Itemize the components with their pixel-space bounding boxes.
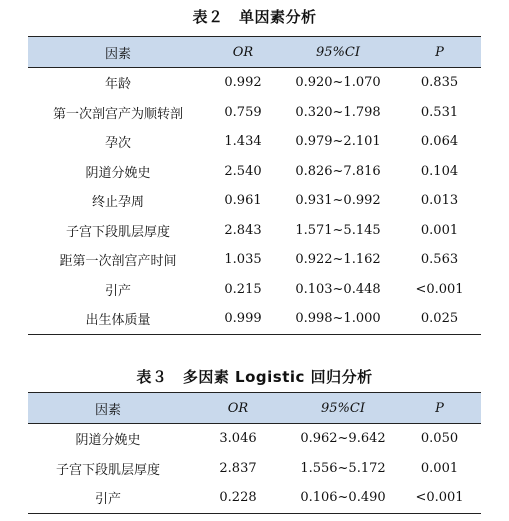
table2-header-1: OR (208, 37, 278, 68)
table2 (28, 36, 481, 335)
table-cell: 距第一次剖宫产时间 (59, 254, 177, 270)
table-row (28, 98, 481, 128)
table2-title: 表２ 单因素分析 (192, 8, 317, 26)
table-row (28, 424, 481, 454)
table-row (28, 127, 481, 157)
table-row (28, 245, 481, 275)
table-cell: 0.103~0.448 (295, 281, 381, 297)
table-cell: <0.001 (415, 281, 464, 297)
table-cell: 0.228 (188, 483, 288, 513)
table3-header-3: P (398, 393, 481, 424)
table-cell: 0.759 (224, 104, 262, 120)
table2-header-0: 因素 (28, 37, 208, 68)
table-row (28, 275, 481, 305)
table-cell: 0.215 (224, 281, 262, 297)
table2-body (28, 68, 481, 335)
table-cell: 0.998~1.000 (278, 304, 398, 334)
table-row (28, 68, 481, 98)
table-cell: 0.001 (420, 460, 459, 476)
table-cell: 0.025 (398, 304, 481, 334)
table-cell: 3.046 (219, 431, 257, 447)
table-cell: 出生体质量 (28, 304, 208, 334)
table-row (28, 454, 481, 484)
table-cell: 0.050 (420, 431, 459, 447)
table-cell: 1.035 (224, 252, 262, 268)
table-row (28, 483, 481, 513)
table-cell: 1.556~5.172 (300, 460, 386, 476)
table-cell: 阴道分娩史 (85, 165, 151, 181)
table-cell: 0.104 (420, 163, 459, 179)
table-cell: 年龄 (104, 77, 131, 93)
table-cell: 0.992 (224, 75, 262, 91)
table-cell: 0.563 (420, 252, 459, 268)
table-cell: 0.999 (208, 304, 278, 334)
table-cell: 0.922~1.162 (295, 252, 381, 268)
table-row (28, 304, 481, 334)
table3-header-0: 因素 (28, 393, 188, 424)
table-cell: 子宫下段肌层厚度 (65, 224, 170, 240)
table-cell: 0.013 (420, 193, 459, 209)
table-cell: 0.962~9.642 (300, 431, 386, 447)
table-cell: 2.843 (224, 222, 262, 238)
table-cell: 引产 (28, 483, 188, 513)
table-cell: 引产 (104, 283, 131, 299)
table-row (28, 186, 481, 216)
table-cell: 0.064 (420, 134, 459, 150)
table-cell: 0.961 (224, 193, 262, 209)
table-cell: 0.931~0.992 (295, 193, 381, 209)
table2-header-2: 95%CI (278, 37, 398, 68)
table-row (28, 216, 481, 246)
table3-title: 表３ 多因素 Logistic 回归分析 (136, 368, 373, 386)
table-cell: 0.979~2.101 (295, 134, 381, 150)
table-cell: 0.001 (420, 222, 459, 238)
table3-header-row (28, 393, 481, 424)
table3 (28, 392, 481, 514)
table3-header-2: 95%CI (288, 393, 398, 424)
table-cell: <0.001 (398, 483, 481, 513)
table-cell: 1.571~5.145 (295, 222, 381, 238)
table-cell: 0.826~7.816 (295, 163, 381, 179)
table-cell: 2.540 (224, 163, 262, 179)
table-row (28, 157, 481, 187)
table2-header-3: P (398, 37, 481, 68)
table-cell: 阴道分娩史 (75, 433, 141, 449)
table-cell: 终止孕周 (91, 195, 144, 211)
table-cell: 1.434 (224, 134, 262, 150)
table-cell: 第一次剖宫产为顺转剖 (52, 106, 183, 122)
table-cell: 0.106~0.490 (288, 483, 398, 513)
table-cell: 0.531 (420, 104, 459, 120)
table-cell: 0.320~1.798 (295, 104, 381, 120)
table3-header-1: OR (188, 393, 288, 424)
table-cell: 0.835 (420, 75, 459, 91)
table2-header-row (28, 37, 481, 68)
table-cell: 子宫下段肌层厚度 (55, 462, 160, 478)
table-cell: 0.920~1.070 (295, 75, 381, 91)
table-cell: 2.837 (219, 460, 257, 476)
table-cell: 孕次 (104, 136, 131, 152)
table3-body (28, 424, 481, 514)
